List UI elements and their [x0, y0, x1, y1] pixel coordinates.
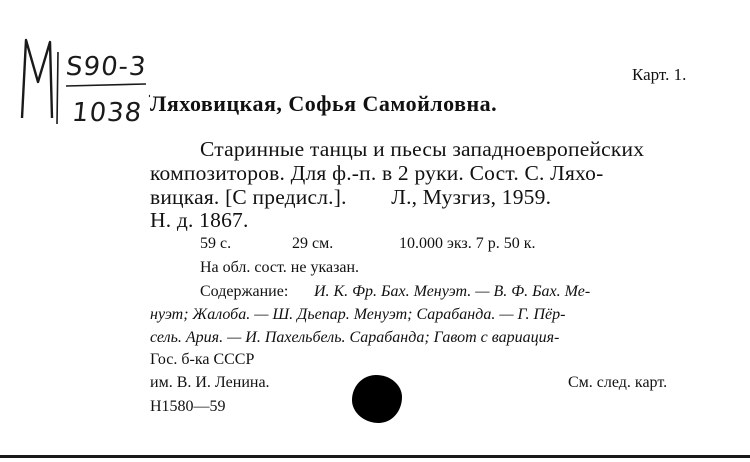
collation-print-run: 10.000 экз. 7 р. 50 к.	[399, 235, 536, 252]
ink-blot	[352, 375, 402, 423]
contents-line-2: нуэт; Жалоба. — Ш. Дьепар. Менуэт; Сарабанда. — Г. Пёр-	[150, 306, 566, 323]
contents-line-1: И. К. Фр. Бах. Менуэт. — В. Ф. Бах. Ме-	[314, 283, 591, 300]
title-line-2: композиторов. Для ф.-п. в 2 руки. Сост. С. Ляхо-	[150, 161, 604, 185]
collation-pages: 59 с.	[200, 235, 232, 252]
order-number: Н1580—59	[150, 398, 226, 415]
shelfmark-code-bottom: 1038	[70, 98, 144, 128]
collation-size: 29 см.	[292, 235, 334, 252]
author-heading: Ляховицкая, Софья Самойловна.	[150, 91, 498, 116]
contents-label: Содержание:	[200, 283, 289, 300]
title-line-1: Старинные танцы и пьесы западноевропейских	[200, 137, 645, 161]
shelfmark-letter-m	[22, 40, 52, 118]
library-line-1: Гос. б-ка СССР	[150, 351, 255, 368]
card-bottom-edge	[0, 455, 750, 458]
library-line-2: им. В. И. Ленина.	[150, 374, 270, 391]
plate-number: Н. д. 1867.	[150, 208, 249, 232]
compiler-note: На обл. сост. не указан.	[200, 259, 360, 276]
continuation-note: См. след. карт.	[568, 374, 668, 391]
card-number: Карт. 1.	[632, 65, 687, 84]
contents-line-3: сель. Ария. — И. Пахельбель. Сарабанда; Гавот с вариация-	[150, 329, 560, 346]
shelfmark-code-top: S90-3	[64, 52, 149, 82]
title-line-3: вицкая. [С предисл.]. Л., Музгиз, 1959.	[150, 185, 552, 209]
